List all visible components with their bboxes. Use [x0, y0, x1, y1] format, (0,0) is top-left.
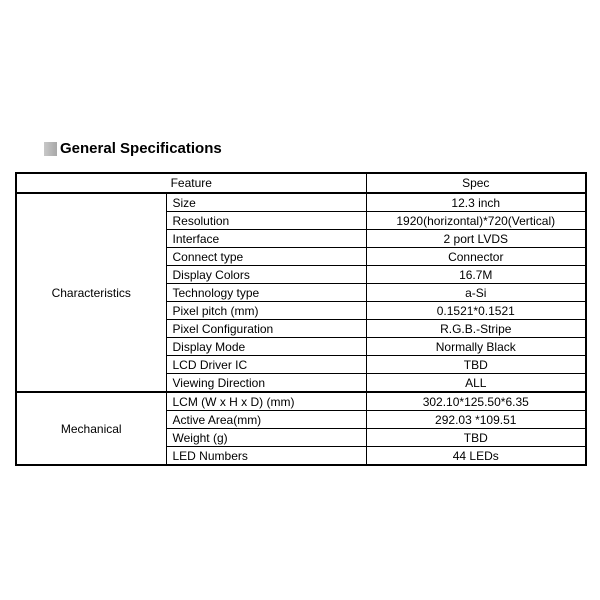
spec-cell: Connector	[366, 248, 586, 266]
spec-cell: 292.03 *109.51	[366, 411, 586, 429]
group-cell-mechanical: Mechanical	[16, 392, 166, 465]
section-title	[44, 140, 222, 157]
group-cell-characteristics: Characteristics	[16, 193, 166, 392]
feature-cell: Viewing Direction	[166, 374, 366, 393]
feature-cell: Pixel Configuration	[166, 320, 366, 338]
feature-cell: Size	[166, 193, 366, 212]
spec-cell: TBD	[366, 356, 586, 374]
square-bullet-icon	[44, 142, 57, 156]
spec-cell: TBD	[366, 429, 586, 447]
spec-cell: 16.7M	[366, 266, 586, 284]
section-title-text: General Specifications	[60, 140, 222, 157]
feature-cell: LCM (W x H x D) (mm)	[166, 392, 366, 411]
spec-cell: ALL	[366, 374, 586, 393]
feature-cell: Resolution	[166, 212, 366, 230]
spec-cell: 1920(horizontal)*720(Vertical)	[366, 212, 586, 230]
header-spec: Spec	[366, 173, 586, 193]
spec-cell: 12.3 inch	[366, 193, 586, 212]
feature-cell: Interface	[166, 230, 366, 248]
feature-cell: Connect type	[166, 248, 366, 266]
table-header-row	[16, 173, 586, 193]
feature-cell: Pixel pitch (mm)	[166, 302, 366, 320]
header-feature: Feature	[16, 173, 366, 193]
feature-cell: Weight (g)	[166, 429, 366, 447]
feature-cell: Display Mode	[166, 338, 366, 356]
spec-cell: 0.1521*0.1521	[366, 302, 586, 320]
spec-cell: 302.10*125.50*6.35	[366, 392, 586, 411]
spec-cell: 2 port LVDS	[366, 230, 586, 248]
feature-cell: Active Area(mm)	[166, 411, 366, 429]
feature-cell: Technology type	[166, 284, 366, 302]
feature-cell: LED Numbers	[166, 447, 366, 466]
feature-cell: LCD Driver IC	[166, 356, 366, 374]
spec-cell: 44 LEDs	[366, 447, 586, 466]
spec-cell: a-Si	[366, 284, 586, 302]
table-row	[16, 193, 586, 212]
table-row	[16, 392, 586, 411]
feature-cell: Display Colors	[166, 266, 366, 284]
spec-table	[15, 172, 587, 466]
spec-cell: Normally Black	[366, 338, 586, 356]
spec-cell: R.G.B.-Stripe	[366, 320, 586, 338]
